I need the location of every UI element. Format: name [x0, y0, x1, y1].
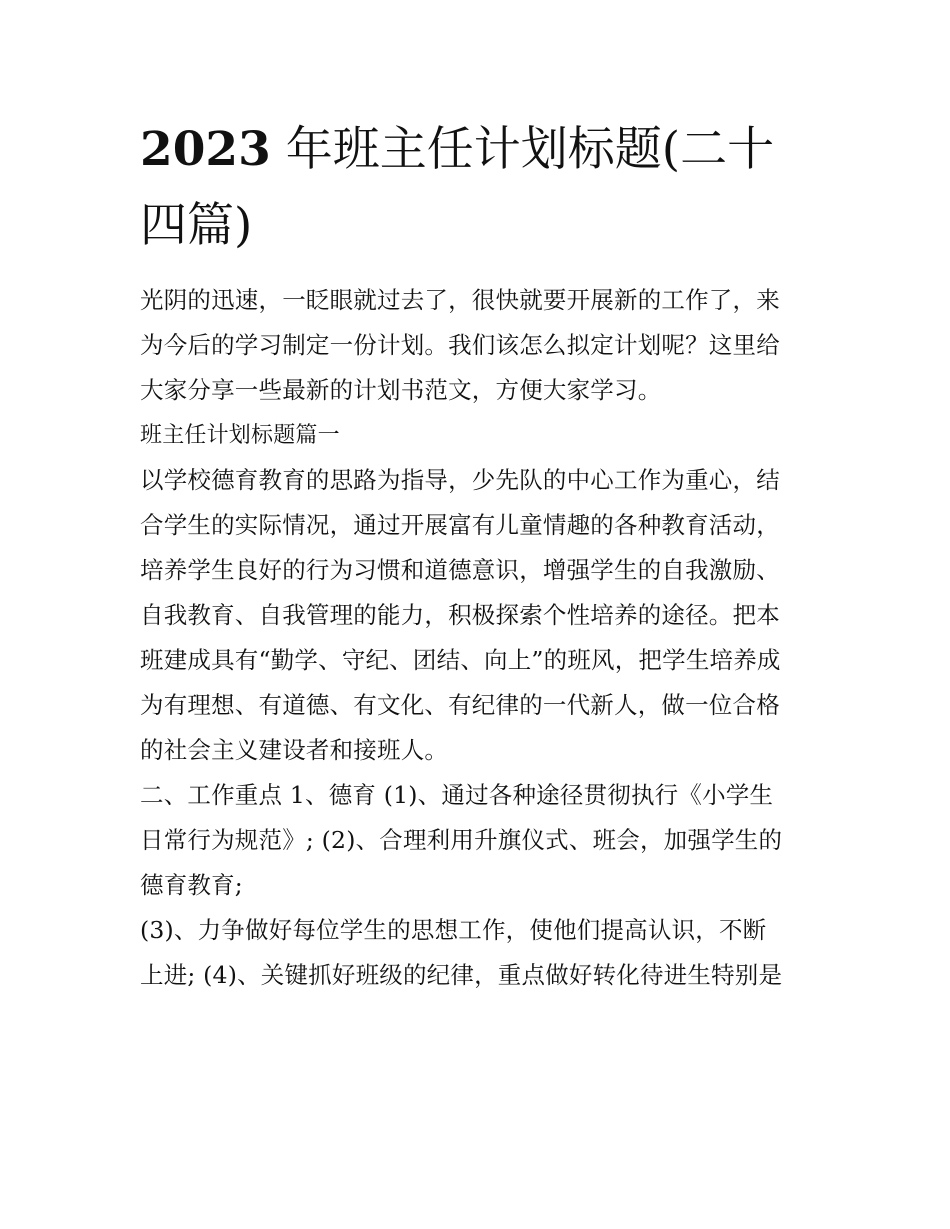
title-line-1-text: 年班主任计划标题(二十 [285, 122, 775, 177]
paragraph-line: 光阴的迅速，一眨眼就过去了，很快就要开展新的工作了，来 [140, 286, 780, 314]
paragraph-line: 的社会主义建设者和接班人。 [140, 736, 449, 764]
section-heading [140, 413, 820, 458]
title-year: 2023 [140, 122, 271, 177]
paragraph-line: 上进; (4)、关键抓好班级的纪律，重点做好转化待进生特别是 [140, 961, 783, 989]
title-line-1 [140, 112, 820, 188]
paragraph-line: 班建成具有“勤学、守纪、团结、向上”的班风，把学生培养成 [140, 646, 781, 674]
document-title [140, 112, 820, 264]
paragraph-line: 以学校德育教育的思路为指导，少先队的中心工作为重心，结 [140, 466, 780, 494]
work-items-paragraph [140, 908, 820, 998]
paragraph-line: 大家分享一些最新的计划书范文，方便大家学习。 [140, 376, 662, 404]
paragraph-line: 为有理想、有道德、有文化、有纪律的一代新人，做一位合格 [140, 691, 780, 719]
title-line-2: 四篇) [140, 198, 253, 253]
paragraph-line: (3)、力争做好每位学生的思想工作，使他们提高认识，不断 [140, 916, 767, 944]
document-body [140, 278, 820, 998]
paragraph-line: 德育教育; [140, 871, 243, 899]
guiding-ideas-paragraph [140, 458, 820, 773]
paragraph-line: 为今后的学习制定一份计划。我们该怎么拟定计划呢？这里给 [140, 331, 780, 359]
paragraph-line: 自我教育、自我管理的能力，积极探索个性培养的途径。把本 [140, 601, 780, 629]
intro-paragraph [140, 278, 820, 413]
paragraph-line: 二、工作重点 1、德育 (1)、通过各种途径贯彻执行《小学生 [140, 781, 774, 809]
work-focus-paragraph [140, 773, 820, 908]
paragraph-line: 日常行为规范》; (2)、合理利用升旗仪式、班会，加强学生的 [140, 826, 783, 854]
paragraph-line: 培养学生良好的行为习惯和道德意识，增强学生的自我激励、 [140, 556, 780, 584]
section-heading-text: 班主任计划标题篇一 [140, 423, 340, 448]
paragraph-line: 合学生的实际情况，通过开展富有儿童情趣的各种教育活动， [140, 511, 780, 539]
